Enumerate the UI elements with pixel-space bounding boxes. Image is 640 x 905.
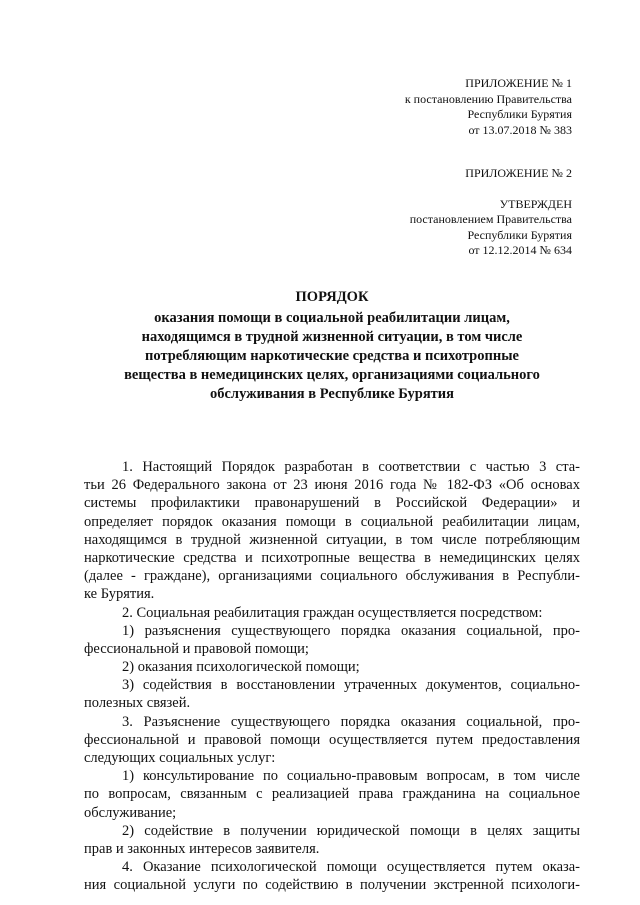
approved-label: УТВЕРЖДЕН [499,196,572,211]
paragraph-1-line: тьи 26 Федерального закона от 23 июня 2016 года № 182-ФЗ «Об основах [84,477,580,494]
list-item-line: 1) консультирование по социально-правовым вопросам, в том числе [122,768,580,785]
document-title [84,288,580,404]
paragraph-4-line: ния социальной услуги по содействию в получении экстренной психологи- [84,877,580,894]
paragraph-1-line: (далее - граждане), организациями социального обслуживания в Республи- [84,568,580,585]
title-subtitle [84,309,580,404]
appendix-1-title: ПРИЛОЖЕНИЕ № 1 [465,76,572,90]
appendix-1-date: от 13.07.2018 № 383 [468,122,572,137]
appendix-1-line: Республики Бурятия [467,107,572,121]
appendix-2-date: от 12.12.2014 № 634 [468,243,572,257]
list-item-line: 2) содействие в получении юридической помощи в целях защиты [122,822,580,839]
list-item-line: обслуживание; [84,804,177,821]
list-item-line: фессиональной и правовой помощи; [84,640,309,657]
paragraph-1-line: определяет порядок оказания помощи в социальной реабилитации лицам, [84,513,580,530]
paragraph-3-line: 3. Разъяснение существующего порядка оказания социальной, про- [122,713,580,730]
title-heading: ПОРЯДОК [295,289,369,305]
list-item-line: 1) разъяснения существующего порядка оказания социальной, про- [122,622,580,639]
title-line: оказания помощи в социальной реабилитации лицам, [154,310,510,326]
appendix-2-block [410,166,572,259]
title-line: потребляющим наркотические средства и психотропные [145,348,519,364]
paragraph-3-line: фессиональной и правовой помощи осуществляется путем предоставления [84,731,580,748]
list-item-line: прав и законных интересов заявителя. [84,840,320,857]
appendix-2-title: ПРИЛОЖЕНИЕ № 2 [465,166,572,180]
paragraph-3-line: следующих социальных услуг: [84,750,276,766]
appendix-2-line: постановлением Правительства [409,212,572,226]
appendix-1-line: к постановлению Правительства [404,91,572,106]
appendix-2-line: Республики Бурятия [467,227,572,242]
appendix-1-block [405,76,572,138]
paragraph-4-line: 4. Оказание психологической помощи осуществляется путем оказа- [122,859,580,876]
list-item-line: 3) содействия в восстановлении утраченных документов, социально- [122,677,580,694]
title-line: находящимся в трудной жизненной ситуации, в том числе [141,329,523,345]
list-item-line: полезных связей. [84,695,191,712]
paragraph-1-line: наркотические средства и психотропные вещества в немедицинских целях [84,549,580,566]
document-body [84,458,580,895]
title-line: вещества в немедицинских целях, организациями социального [124,367,540,383]
list-item-line: по вопросам, связанным с реализацией права гражданина на социальное [84,786,580,803]
paragraph-1-line: ке Бурятия. [84,586,155,603]
list-item-line: 2) оказания психологической помощи; [122,659,360,676]
paragraph-1-line: 1. Настоящий Порядок разработан в соответствии с частью 3 ста- [122,459,580,475]
paragraph-1-line: находящимся в трудной жизненной ситуации, в том числе потребляющим [84,531,580,548]
title-line: обслуживания в Республике Бурятия [210,386,454,402]
paragraph-1-line: системы профилактики правонарушений в Российской Федерации» и [84,495,580,512]
paragraph-2-line: 2. Социальная реабилитация граждан осуществляется посредством: [122,604,543,621]
